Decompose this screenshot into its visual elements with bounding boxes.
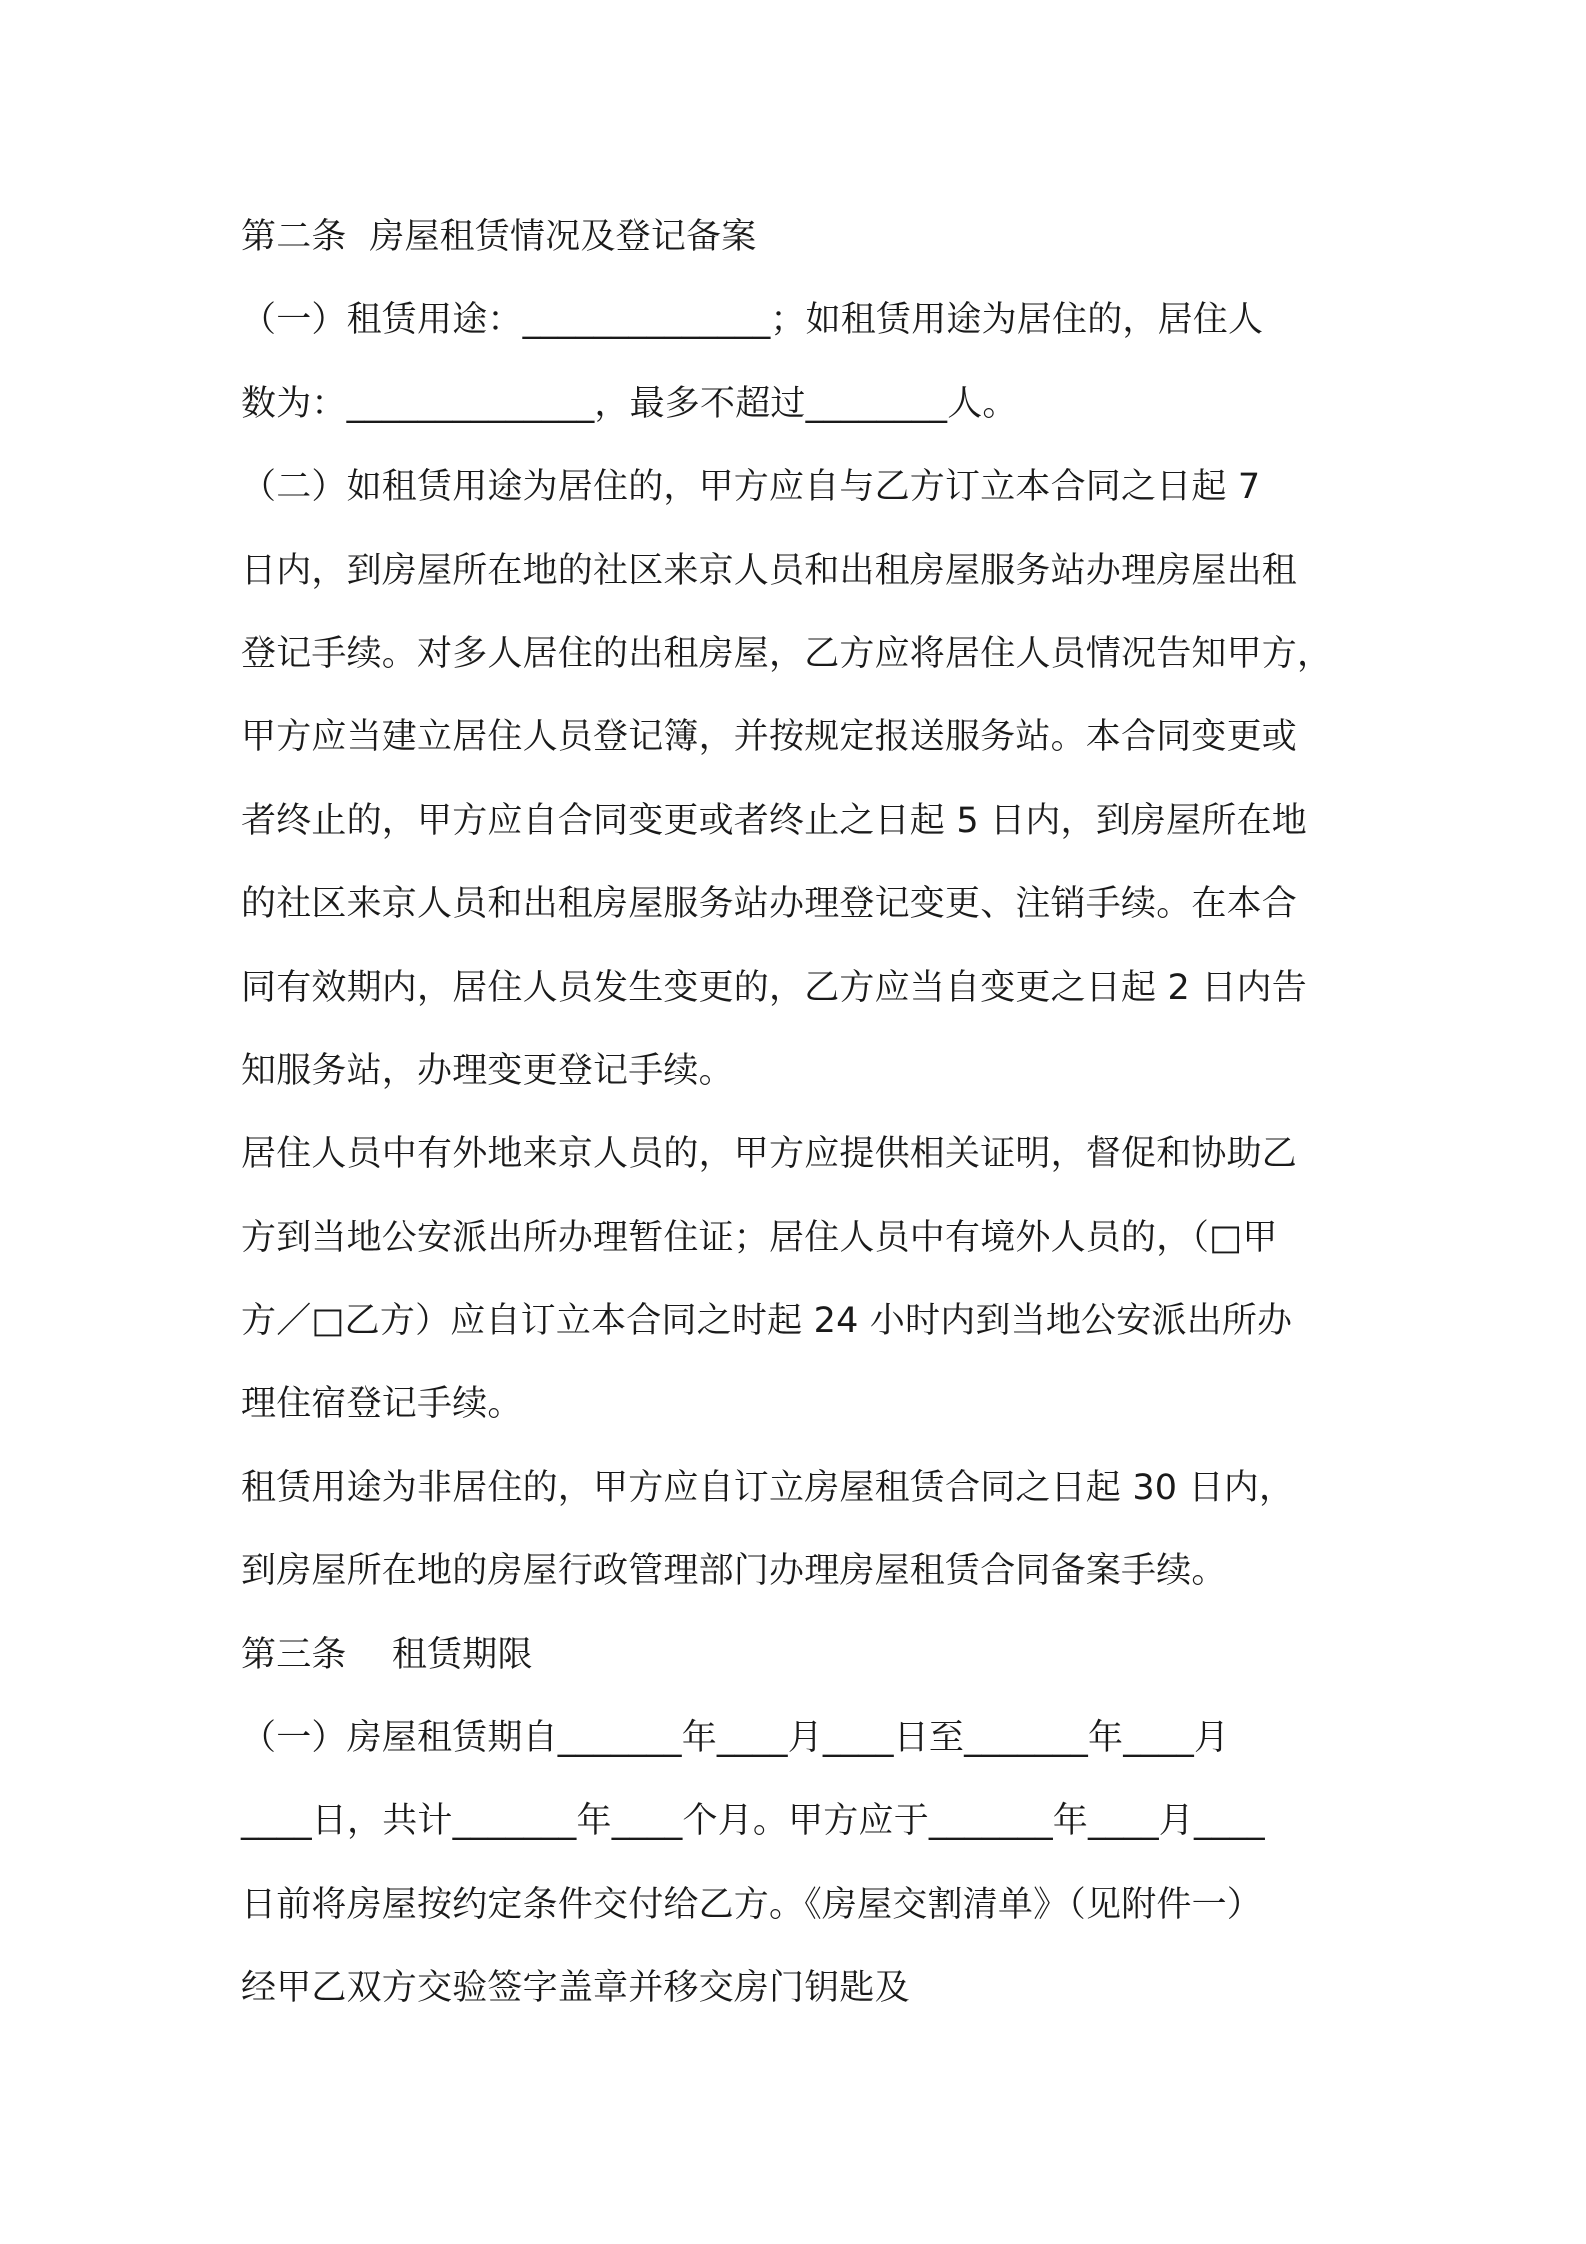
- clause-2-line-5: 者终止的，甲方应自合同变更或者终止之日起 5 日内，到房屋所在地: [241, 800, 1307, 841]
- contract-body: [241, 196, 1361, 2031]
- clause-2-line-4: 甲方应当建立居住人员登记簿，并按规定报送服务站。本合同变更或: [241, 717, 1298, 758]
- paragraph-nonlocal-line-2: 方到当地公安派出所办理暂住证；居住人员中有境外人员的，（□甲: [241, 1217, 1278, 1258]
- paragraph-nonlocal-line-1: 居住人员中有外地来京人员的，甲方应提供相关证明，督促和协助乙: [241, 1134, 1298, 1175]
- clause-1-line-2: 数为：______________，最多不超过________人。: [241, 383, 1018, 424]
- paragraph-nonresidential-line-2: 到房屋所在地的房屋行政管理部门办理房屋租赁合同备案手续。: [241, 1551, 1227, 1592]
- article-3-heading: 第三条 租赁期限: [241, 1634, 533, 1675]
- paragraph-nonlocal-line-4: 理住宿登记手续。: [241, 1384, 523, 1425]
- clause-1-line-1: （一）租赁用途：______________；如租赁用途为居住的，居住人: [241, 300, 1264, 341]
- clause-2-line-7: 同有效期内，居住人员发生变更的，乙方应当自变更之日起 2 日内告: [241, 967, 1307, 1008]
- clause-2-line-8: 知服务站，办理变更登记手续。: [241, 1050, 734, 1091]
- paragraph-nonlocal-line-3: 方／□乙方）应自订立本合同之时起 24 小时内到当地公安派出所办: [241, 1301, 1293, 1342]
- article-3-clause-1-line-1: （一）房屋租赁期自_______年____月____日至_______年____月: [241, 1718, 1230, 1759]
- clause-2-line-3: 登记手续。对多人居住的出租房屋，乙方应将居住人员情况告知甲方，: [241, 633, 1333, 674]
- article-2-heading: 第二条 房屋租赁情况及登记备案: [241, 217, 757, 257]
- clause-2-line-2: 日内，到房屋所在地的社区来京人员和出租房屋服务站办理房屋出租: [241, 550, 1298, 591]
- clause-2-line-6: 的社区来京人员和出租房屋服务站办理登记变更、注销手续。在本合: [241, 884, 1298, 925]
- paragraph-nonresidential-line-1: 租赁用途为非居住的，甲方应自订立房屋租赁合同之日起 30 日内，: [241, 1467, 1295, 1508]
- article-3-clause-1-line-2: ____日，共计_______年____个月。甲方应于_______年____月____: [241, 1801, 1265, 1842]
- article-3-clause-1-line-4: 经甲乙双方交验签字盖章并移交房门钥匙及: [241, 1968, 910, 2009]
- article-3-clause-1-line-3: 日前将房屋按约定条件交付给乙方。《房屋交割清单》（见附件一）: [241, 1884, 1263, 1925]
- clause-2-line-1: （二）如租赁用途为居住的，甲方应自与乙方订立本合同之日起 7: [241, 467, 1261, 508]
